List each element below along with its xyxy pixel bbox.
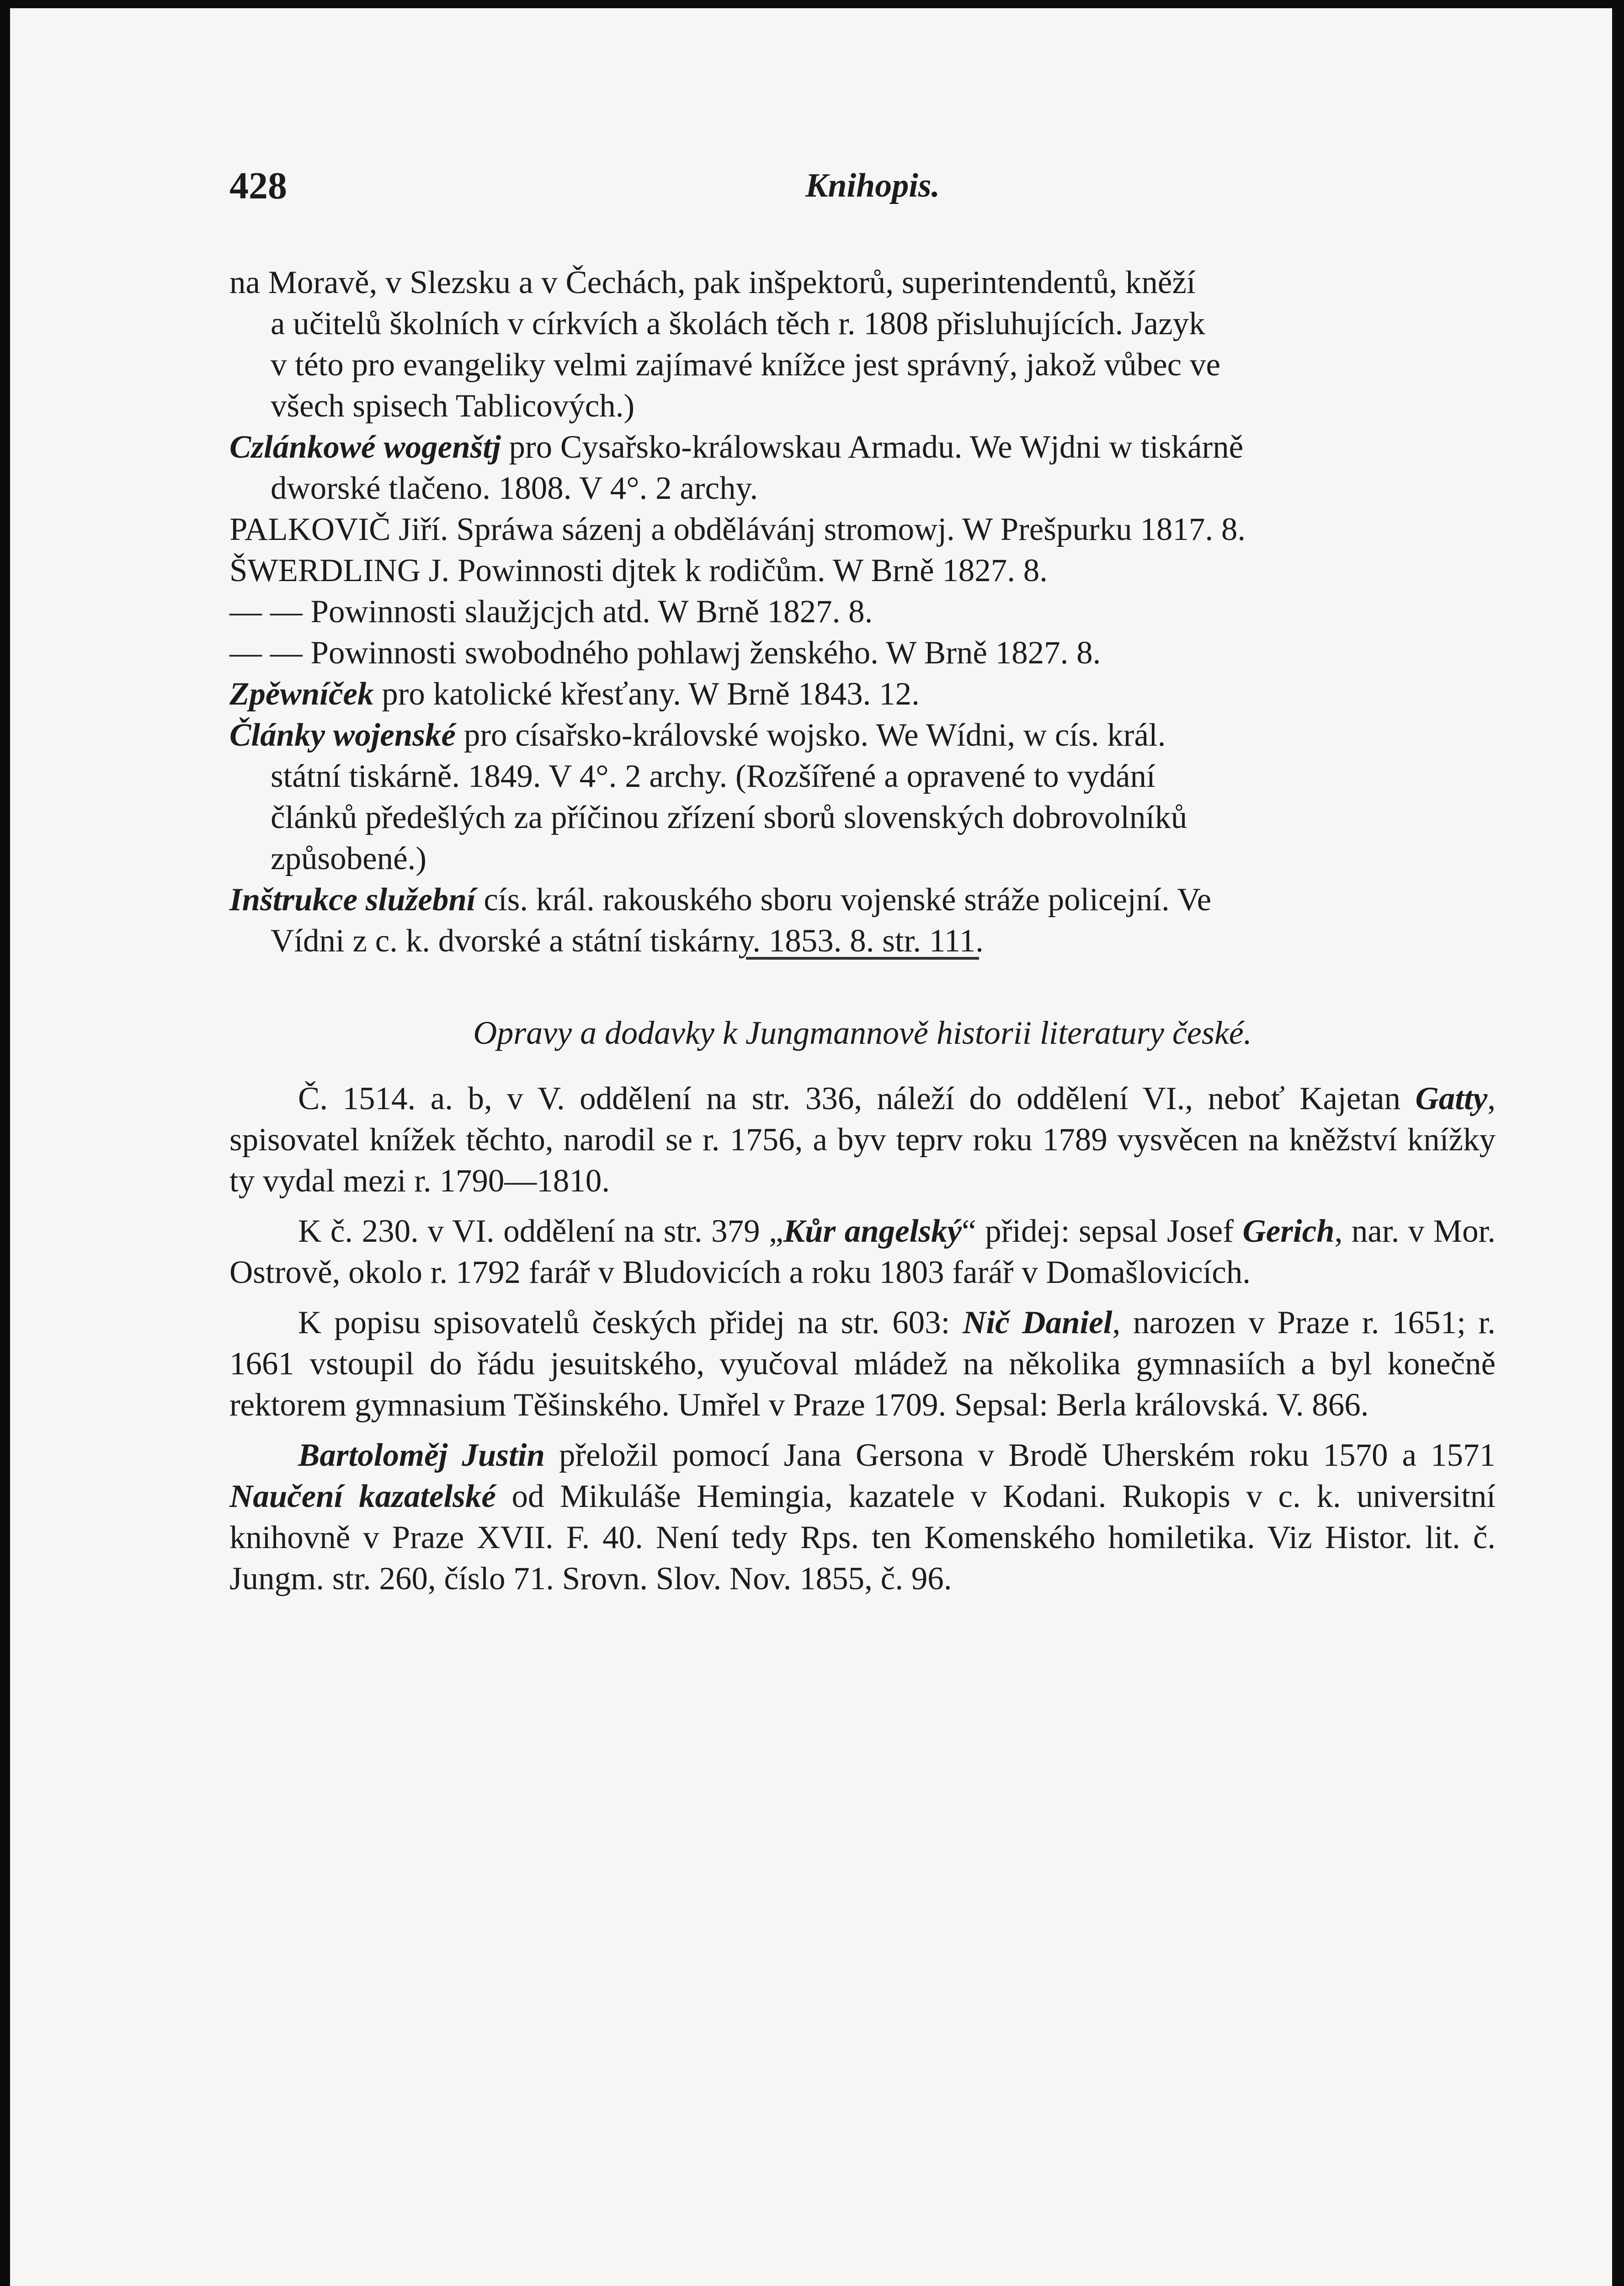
paragraph-text: přeložil pomocí Jana Gersona v Brodě Uherském roku 1570 a 1571 [544, 1437, 1496, 1473]
italic-name: Gerich [1242, 1213, 1335, 1249]
bibliography-entry [229, 879, 1496, 961]
text-line [229, 920, 1496, 961]
italic-name: Gatty [1415, 1081, 1488, 1116]
text-line [229, 303, 1496, 344]
entry-text: PALKOVIČ Jiří. Spráwa sázenj a obdělávánj stromowj. W Prešpurku 1817. 8. [229, 512, 1246, 547]
entry-text: ŠWERDLING J. Powinnosti djtek k rodičům. W Brně 1827. 8. [229, 553, 1048, 588]
entry-text: všech spisech Tablicových.) [271, 388, 635, 424]
italic-name: Naučení kazatelské [229, 1479, 496, 1514]
correction-paragraph [229, 1211, 1496, 1293]
entry-text: pro Cysařsko-králowskau Armadu. We Wjdni w tiskárně [501, 429, 1244, 465]
text-line [229, 468, 1496, 509]
entry-title: Inštrukce služební [229, 882, 476, 918]
text-line [229, 632, 1496, 673]
paragraph-text: K č. 230. v VI. oddělení na str. 379 „ [298, 1213, 783, 1249]
bibliography-entry [229, 673, 1496, 715]
entry-text: v této pro evangeliky velmi zajímavé knížce jest správný, jakož vůbec ve [271, 347, 1220, 383]
entry-text: dworské tlačeno. 1808. V 4°. 2 archy. [271, 470, 758, 506]
section-divider [746, 957, 979, 960]
bibliography-entry [229, 427, 1496, 509]
correction-paragraph [229, 1435, 1496, 1599]
entry-text: pro katolické křesťany. W Brně 1843. 12. [373, 676, 920, 712]
paragraph-text: “ přidej: sepsal Josef [962, 1213, 1243, 1249]
text-line [229, 550, 1496, 591]
entry-title: Články wojenské [229, 717, 456, 753]
entry-text: státní tiskárně. 1849. V 4°. 2 archy. (Rozšířené a opravené to vydání [271, 758, 1155, 794]
running-title: Knihopis. [805, 167, 940, 204]
paragraph-text: , narozen v Praze r. 1651; r. 1661 vstoupil do řádu jesuitského, vyučoval mládež na několika gymnasiích a byl konečně rektorem gymnasium Těšinského. Umřel v Praze 1709. Sepsal: Berla královská. V. 866. [229, 1305, 1496, 1423]
text-line [229, 715, 1496, 756]
bibliography-entry [229, 632, 1496, 673]
entry-text: pro císařsko-královské wojsko. We Wídni, w cís. král. [456, 717, 1166, 753]
entry-text: a učitelů školních v církvích a školách těch r. 1808 přisluhujících. Jazyk [271, 306, 1205, 342]
entry-text: článků předešlých za příčinou zřízení sborů slovenských dobrovolníků [271, 800, 1187, 835]
section-title: Opravy a dodavky k Jungmannově historii literatury české. [473, 1015, 1252, 1051]
italic-name: Nič Daniel [963, 1305, 1113, 1341]
paragraph-text: od Mikuláše Hemingia, kazatele v Kodani. Rukopis v c. k. universitní knihovně v Praze XVII. F. 40. Není tedy Rps. ten Komenského homiletika. Viz Histor. lit. č. Jungm. str. 260, číslo 71. Srovn. Slov. Nov. 1855, č. 96. [229, 1479, 1496, 1597]
paragraph-text: , nar. v Mor. Ostrově, okolo r. 1792 farář v Bludovicích a roku 1803 farář v Domašlovicích. [229, 1213, 1496, 1290]
paragraph-text: K popisu spisovatelů českých přidej na str. 603: [298, 1305, 963, 1341]
corrections-text [229, 1078, 1496, 1608]
text-line [229, 385, 1496, 427]
entry-text: — — Powinnosti swobodného pohlawj ženského. W Brně 1827. 8. [229, 635, 1101, 671]
text-line [229, 756, 1496, 797]
correction-paragraph [229, 1302, 1496, 1426]
book-page [10, 8, 1612, 2286]
text-line [229, 673, 1496, 715]
bibliography-entries [229, 262, 1496, 961]
paragraph-text: Č. 1514. a. b, v V. oddělení na str. 336, náleží do oddělení VI., neboť Kajetan [298, 1081, 1416, 1116]
entry-text: — — Powinnosti slaužjcjch atd. W Brně 1827. 8. [229, 594, 873, 630]
entry-text: cís. král. rakouského sboru vojenské stráže policejní. Ve [475, 882, 1212, 918]
italic-name: Kůr angelský [783, 1213, 962, 1249]
correction-paragraph [229, 1078, 1496, 1202]
text-line [229, 344, 1496, 385]
entry-text: způsobené.) [271, 841, 427, 876]
text-line [229, 838, 1496, 879]
entry-text: na Moravě, v Slezsku a v Čechách, pak inšpektorů, superintendentů, kněží [229, 265, 1196, 300]
page-number: 428 [229, 165, 287, 207]
entry-title: Czlánkowé wogenštj [229, 429, 501, 465]
bibliography-entry [229, 509, 1496, 550]
entry-title: Zpěwníček [229, 676, 374, 712]
bibliography-entry [229, 591, 1496, 632]
italic-name: Bartoloměj Justin [298, 1437, 545, 1473]
bibliography-entry [229, 262, 1496, 427]
text-line [229, 879, 1496, 920]
text-line [229, 427, 1496, 468]
bibliography-entry [229, 715, 1496, 879]
bibliography-entry [229, 550, 1496, 591]
text-line [229, 591, 1496, 632]
paragraph-text: , spisovatel knížek těchto, narodil se r. 1756, a byv teprv roku 1789 vysvěcen na kněžství knížky ty vydal mezi r. 1790—1810. [229, 1081, 1496, 1199]
entry-text: Vídni z c. k. dvorské a státní tiskárny. 1853. 8. str. 111. [271, 923, 984, 959]
text-line [229, 509, 1496, 550]
text-line [229, 262, 1496, 303]
text-line [229, 797, 1496, 838]
running-head [229, 164, 1418, 214]
